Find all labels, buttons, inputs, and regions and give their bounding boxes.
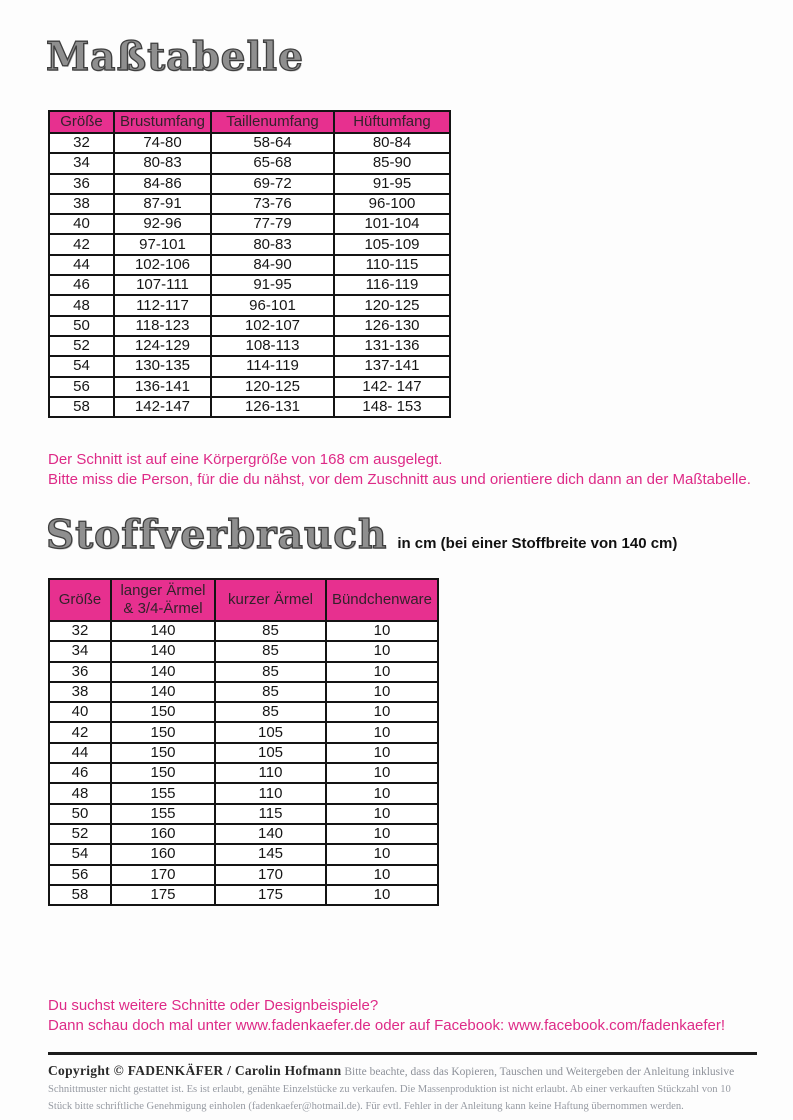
- table-cell: 145: [215, 844, 326, 864]
- table-row: [49, 214, 450, 234]
- table-cell: 105: [215, 722, 326, 742]
- table-row: [49, 133, 450, 153]
- table-row: [49, 275, 450, 295]
- table-cell: 10: [326, 783, 438, 803]
- measurement-note: [48, 450, 751, 490]
- header-row: [49, 579, 438, 621]
- table-cell: 80-83: [114, 153, 211, 173]
- table-row: [49, 397, 450, 417]
- copyright-holder: Copyright © FADENKÄFER / Carolin Hofmann: [48, 1063, 342, 1078]
- table-cell: 10: [326, 641, 438, 661]
- table-cell: 116-119: [334, 275, 450, 295]
- table-cell: 96-101: [211, 295, 334, 315]
- table-row: [49, 174, 450, 194]
- table-cell: 140: [111, 682, 215, 702]
- table-row: [49, 702, 438, 722]
- table-cell: 91-95: [211, 275, 334, 295]
- table-cell: 10: [326, 662, 438, 682]
- table-cell: 36: [49, 662, 111, 682]
- table-cell: 140: [111, 641, 215, 661]
- table-cell: 140: [111, 621, 215, 641]
- table-cell: 150: [111, 722, 215, 742]
- table-row: [49, 234, 450, 254]
- column-header: Größe: [49, 579, 111, 621]
- table-cell: 85: [215, 641, 326, 661]
- page-title-stoffverbrauch: Stoffverbrauch: [46, 512, 388, 558]
- table-row: [49, 865, 438, 885]
- promo-line2: Dann schau doch mal unter www.fadenkaefer.de oder auf Facebook: www.facebook.com/fadenkaefer!: [48, 1017, 726, 1034]
- table-row: [49, 336, 450, 356]
- table-cell: 48: [49, 783, 111, 803]
- table-cell: 52: [49, 824, 111, 844]
- table-cell: 130-135: [114, 356, 211, 376]
- table-cell: 10: [326, 844, 438, 864]
- table-cell: 42: [49, 722, 111, 742]
- table-cell: 140: [111, 662, 215, 682]
- table-cell: 42: [49, 234, 114, 254]
- table-cell: 44: [49, 255, 114, 275]
- table-cell: 10: [326, 824, 438, 844]
- table-cell: 155: [111, 804, 215, 824]
- table-cell: 54: [49, 844, 111, 864]
- table-cell: 131-136: [334, 336, 450, 356]
- table-row: [49, 377, 450, 397]
- table-cell: 10: [326, 865, 438, 885]
- footer-notice-part3: Stück bitte schriftliche Genehmigung einholen (fadenkaefer@hotmail.de). Für evtl. Fehler in der Anleitung kann keine Haftung übernommen werden.: [48, 1101, 684, 1112]
- promo-line1: Du suchst weitere Schnitte oder Designbeispiele?: [48, 997, 379, 1014]
- fabric-table-body: [49, 621, 438, 905]
- column-header: Hüftumfang: [334, 111, 450, 133]
- table-cell: 126-130: [334, 316, 450, 336]
- table-cell: 58: [49, 885, 111, 905]
- table-cell: 52: [49, 336, 114, 356]
- table-cell: 50: [49, 316, 114, 336]
- table-cell: 80-84: [334, 133, 450, 153]
- column-header: kurzer Ärmel: [215, 579, 326, 621]
- table-cell: 87-91: [114, 194, 211, 214]
- table-cell: 85: [215, 621, 326, 641]
- footer-copyright-line: [48, 1062, 757, 1081]
- table-cell: 124-129: [114, 336, 211, 356]
- table-cell: 34: [49, 641, 111, 661]
- table-row: [49, 844, 438, 864]
- table-cell: 69-72: [211, 174, 334, 194]
- table-cell: 10: [326, 722, 438, 742]
- stoffverbrauch-heading-row: [46, 512, 678, 558]
- table-cell: 85-90: [334, 153, 450, 173]
- size-table-body: [49, 133, 450, 417]
- table-cell: 84-86: [114, 174, 211, 194]
- fabric-consumption-table: [48, 578, 439, 906]
- table-cell: 10: [326, 743, 438, 763]
- table-row: [49, 804, 438, 824]
- table-cell: 58-64: [211, 133, 334, 153]
- table-cell: 10: [326, 804, 438, 824]
- table-row: [49, 255, 450, 275]
- table-cell: 142- 147: [334, 377, 450, 397]
- table-cell: 142-147: [114, 397, 211, 417]
- table-cell: 50: [49, 804, 111, 824]
- table-row: [49, 295, 450, 315]
- fabric-table-header: [49, 579, 438, 621]
- stoffverbrauch-subtitle: in cm (bei einer Stoffbreite von 140 cm): [397, 535, 678, 552]
- table-cell: 74-80: [114, 133, 211, 153]
- table-cell: 58: [49, 397, 114, 417]
- table-cell: 150: [111, 763, 215, 783]
- table-cell: 36: [49, 174, 114, 194]
- table-cell: 155: [111, 783, 215, 803]
- column-header: Taillenumfang: [211, 111, 334, 133]
- copyright-footer: [48, 1052, 757, 1115]
- table-row: [49, 621, 438, 641]
- size-table-header: [49, 111, 450, 133]
- table-row: [49, 153, 450, 173]
- table-cell: 126-131: [211, 397, 334, 417]
- table-cell: 110-115: [334, 255, 450, 275]
- table-cell: 112-117: [114, 295, 211, 315]
- column-header: Größe: [49, 111, 114, 133]
- table-cell: 108-113: [211, 336, 334, 356]
- table-cell: 10: [326, 763, 438, 783]
- table-cell: 10: [326, 682, 438, 702]
- table-cell: 120-125: [334, 295, 450, 315]
- table-cell: 92-96: [114, 214, 211, 234]
- table-cell: 40: [49, 702, 111, 722]
- table-row: [49, 194, 450, 214]
- table-cell: 32: [49, 133, 114, 153]
- table-cell: 110: [215, 763, 326, 783]
- table-cell: 101-104: [334, 214, 450, 234]
- table-cell: 150: [111, 743, 215, 763]
- table-row: [49, 783, 438, 803]
- table-cell: 56: [49, 377, 114, 397]
- table-cell: 38: [49, 682, 111, 702]
- table-cell: 96-100: [334, 194, 450, 214]
- page-title-masstabelle: Maßtabelle: [46, 34, 304, 80]
- measurement-note-line2: Bitte miss die Person, für die du nähst, vor dem Zuschnitt aus und orientiere dich dann an der Maßtabelle.: [48, 471, 751, 488]
- table-cell: 160: [111, 824, 215, 844]
- table-cell: 175: [215, 885, 326, 905]
- table-cell: 136-141: [114, 377, 211, 397]
- table-cell: 34: [49, 153, 114, 173]
- table-cell: 120-125: [211, 377, 334, 397]
- table-cell: 77-79: [211, 214, 334, 234]
- table-row: [49, 722, 438, 742]
- column-header: Bündchenware: [326, 579, 438, 621]
- table-cell: 10: [326, 702, 438, 722]
- table-row: [49, 662, 438, 682]
- table-cell: 140: [215, 824, 326, 844]
- measurement-note-line1: Der Schnitt ist auf eine Körpergröße von 168 cm ausgelegt.: [48, 451, 443, 468]
- table-cell: 102-107: [211, 316, 334, 336]
- table-cell: 175: [111, 885, 215, 905]
- promo-note: [48, 996, 725, 1036]
- footer-notice-part1: Bitte beachte, dass das Kopieren, Tauschen und Weitergeben der Anleitung inklusive: [344, 1066, 735, 1078]
- table-cell: 46: [49, 763, 111, 783]
- header-row: [49, 111, 450, 133]
- table-cell: 105: [215, 743, 326, 763]
- table-cell: 118-123: [114, 316, 211, 336]
- table-cell: 10: [326, 885, 438, 905]
- table-cell: 107-111: [114, 275, 211, 295]
- table-cell: 160: [111, 844, 215, 864]
- table-cell: 115: [215, 804, 326, 824]
- table-row: [49, 316, 450, 336]
- table-cell: 170: [111, 865, 215, 885]
- table-cell: 137-141: [334, 356, 450, 376]
- table-cell: 85: [215, 682, 326, 702]
- table-cell: 110: [215, 783, 326, 803]
- column-header: langer Ärmel & 3/4-Ärmel: [111, 579, 215, 621]
- table-cell: 54: [49, 356, 114, 376]
- table-row: [49, 356, 450, 376]
- table-cell: 44: [49, 743, 111, 763]
- table-cell: 56: [49, 865, 111, 885]
- table-cell: 102-106: [114, 255, 211, 275]
- table-cell: 150: [111, 702, 215, 722]
- table-row: [49, 682, 438, 702]
- table-cell: 80-83: [211, 234, 334, 254]
- column-header: Brustumfang: [114, 111, 211, 133]
- table-cell: 105-109: [334, 234, 450, 254]
- table-cell: 148- 153: [334, 397, 450, 417]
- table-cell: 10: [326, 621, 438, 641]
- table-cell: 170: [215, 865, 326, 885]
- table-cell: 85: [215, 702, 326, 722]
- size-measurement-table: [48, 110, 451, 418]
- table-row: [49, 641, 438, 661]
- table-cell: 85: [215, 662, 326, 682]
- table-cell: 91-95: [334, 174, 450, 194]
- table-row: [49, 763, 438, 783]
- table-cell: 38: [49, 194, 114, 214]
- footer-notice-part2: Schnittmuster nicht gestattet ist. Es ist erlaubt, genähte Einzelstücke zu verkaufen. Die Massenproduktion ist nicht erlaubt. Ab einer verkauften Stückzahl von 10: [48, 1084, 731, 1095]
- table-cell: 84-90: [211, 255, 334, 275]
- table-cell: 73-76: [211, 194, 334, 214]
- table-cell: 114-119: [211, 356, 334, 376]
- table-cell: 32: [49, 621, 111, 641]
- table-cell: 48: [49, 295, 114, 315]
- table-cell: 46: [49, 275, 114, 295]
- table-cell: 65-68: [211, 153, 334, 173]
- table-row: [49, 824, 438, 844]
- footer-divider: [48, 1052, 757, 1055]
- table-cell: 97-101: [114, 234, 211, 254]
- table-row: [49, 885, 438, 905]
- table-row: [49, 743, 438, 763]
- table-cell: 40: [49, 214, 114, 234]
